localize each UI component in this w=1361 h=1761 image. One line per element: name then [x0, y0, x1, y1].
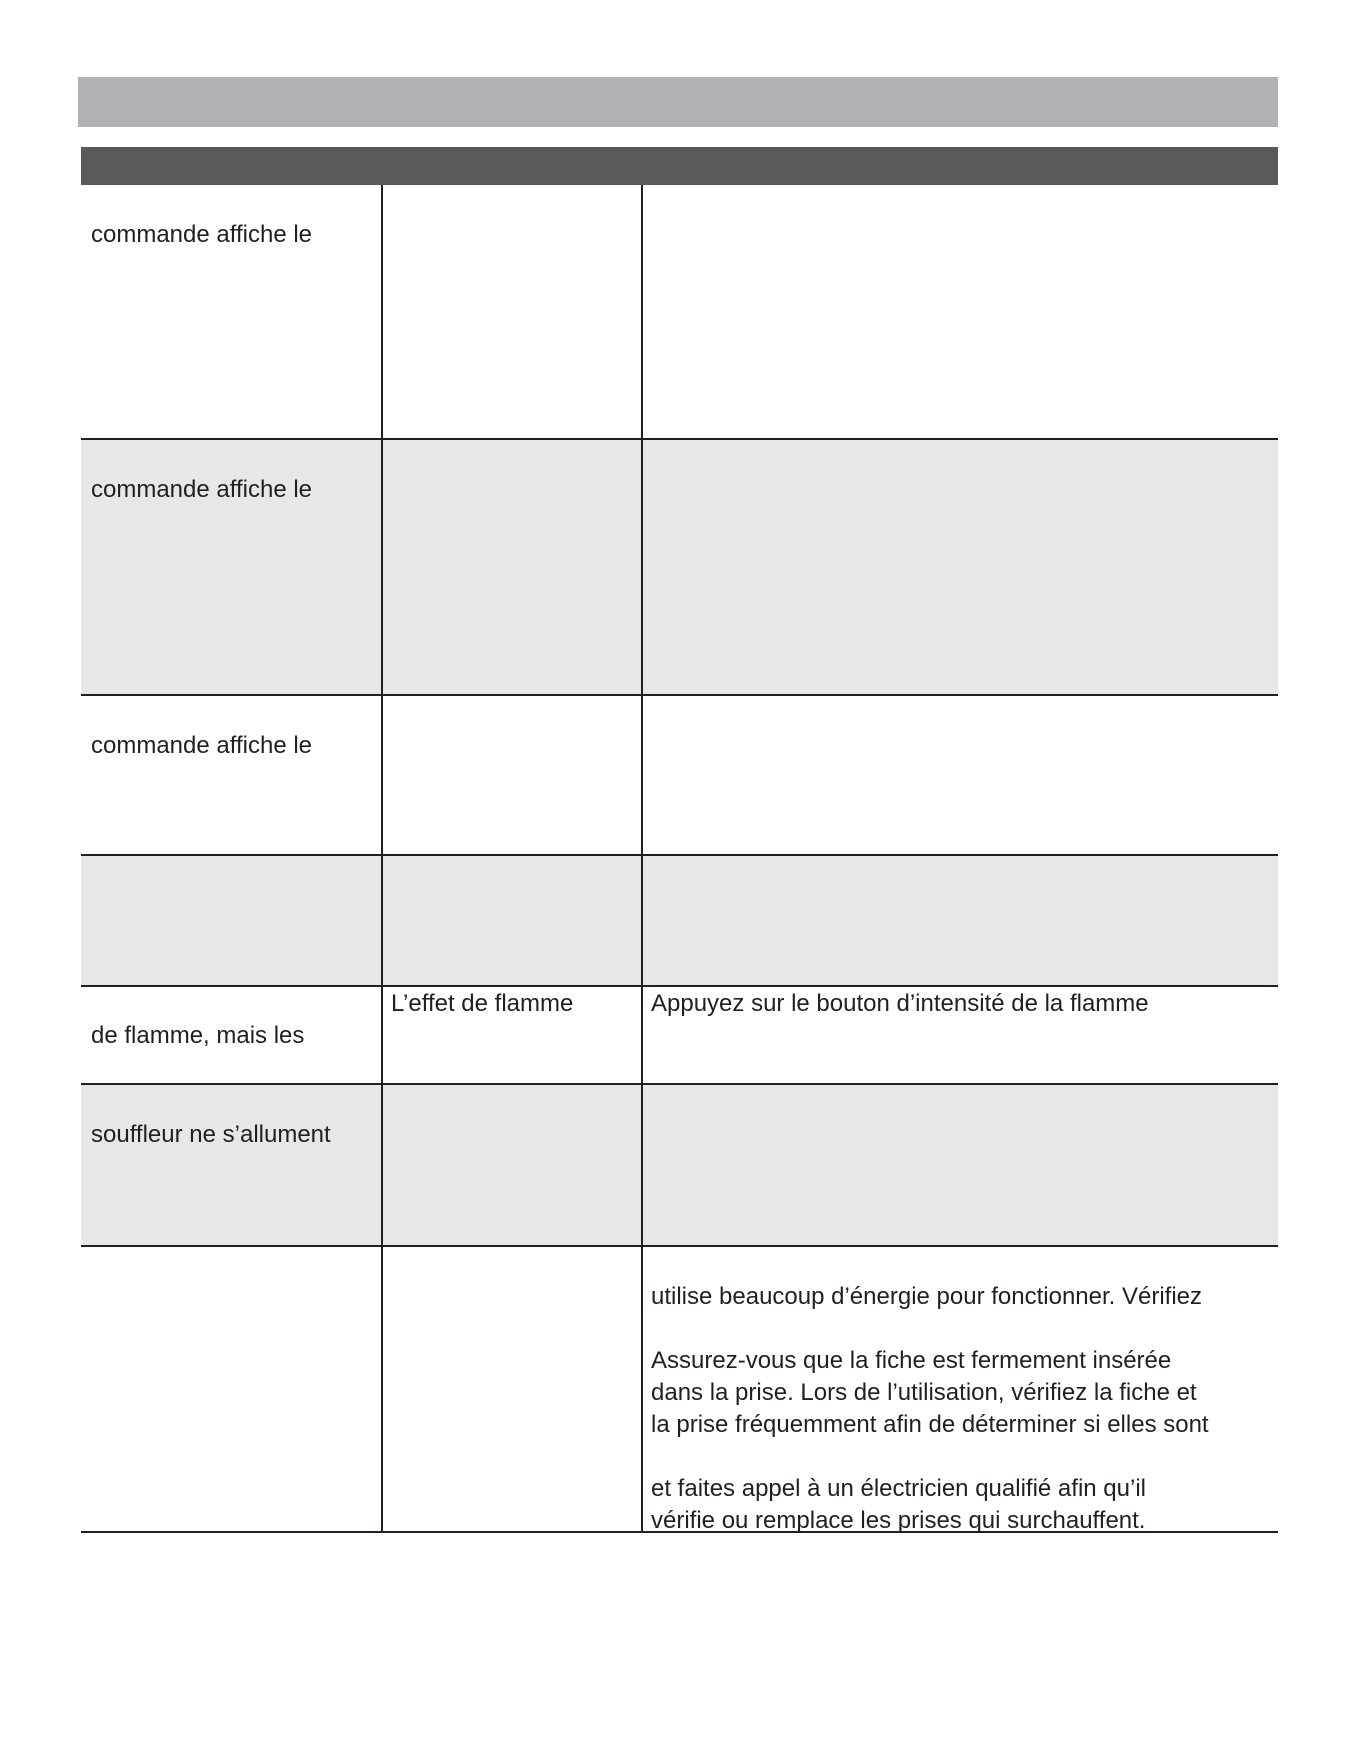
cell-line: L’effet de flamme: [391, 990, 574, 1017]
problem-cell-text: [91, 474, 312, 506]
section-title-bar: [78, 77, 1278, 127]
problem-cell-text: [91, 730, 312, 762]
row-divider: [81, 854, 1278, 856]
cell-line: Appuyez sur le bouton d’intensité de la flamme: [651, 990, 1149, 1017]
column-divider-2: [641, 185, 643, 1533]
cause-cell-text: [391, 988, 573, 1020]
problem-cell-text: [91, 1020, 304, 1052]
solution-line: dans la prise. Lors de l’utilisation, vérifiez la fiche et: [651, 1379, 1197, 1406]
solution-line: Assurez-vous que la fiche est fermement insérée: [651, 1347, 1172, 1374]
table-row-4-background: [81, 856, 1278, 986]
table-row-6-background: [81, 1085, 1278, 1246]
cell-line: de flamme, mais les: [91, 1022, 305, 1049]
problem-cell-text: [91, 1119, 331, 1151]
cell-line: commande affiche le: [91, 476, 313, 503]
table-header-bar: [81, 147, 1278, 185]
solution-line: la prise fréquemment afin de déterminer si elles sont: [651, 1411, 1209, 1438]
cell-line: souffleur ne s’allument: [91, 1121, 331, 1148]
row-divider: [81, 694, 1278, 696]
problem-cell-text: [91, 219, 312, 251]
row-divider: [81, 985, 1278, 987]
row-divider: [81, 1245, 1278, 1247]
solution-line: vérifie ou remplace les prises qui surchauffent.: [651, 1507, 1146, 1534]
cell-line: commande affiche le: [91, 221, 313, 248]
solution-cell-text: [651, 988, 1149, 1020]
column-divider-1: [381, 185, 383, 1533]
row-divider: [81, 438, 1278, 440]
solution-line: utilise beaucoup d’énergie pour fonctionner. Vérifiez: [651, 1283, 1203, 1310]
row-divider: [81, 1083, 1278, 1085]
solution-line: et faites appel à un électricien qualifié afin qu’il: [651, 1475, 1146, 1502]
cell-line: commande affiche le: [91, 732, 313, 759]
